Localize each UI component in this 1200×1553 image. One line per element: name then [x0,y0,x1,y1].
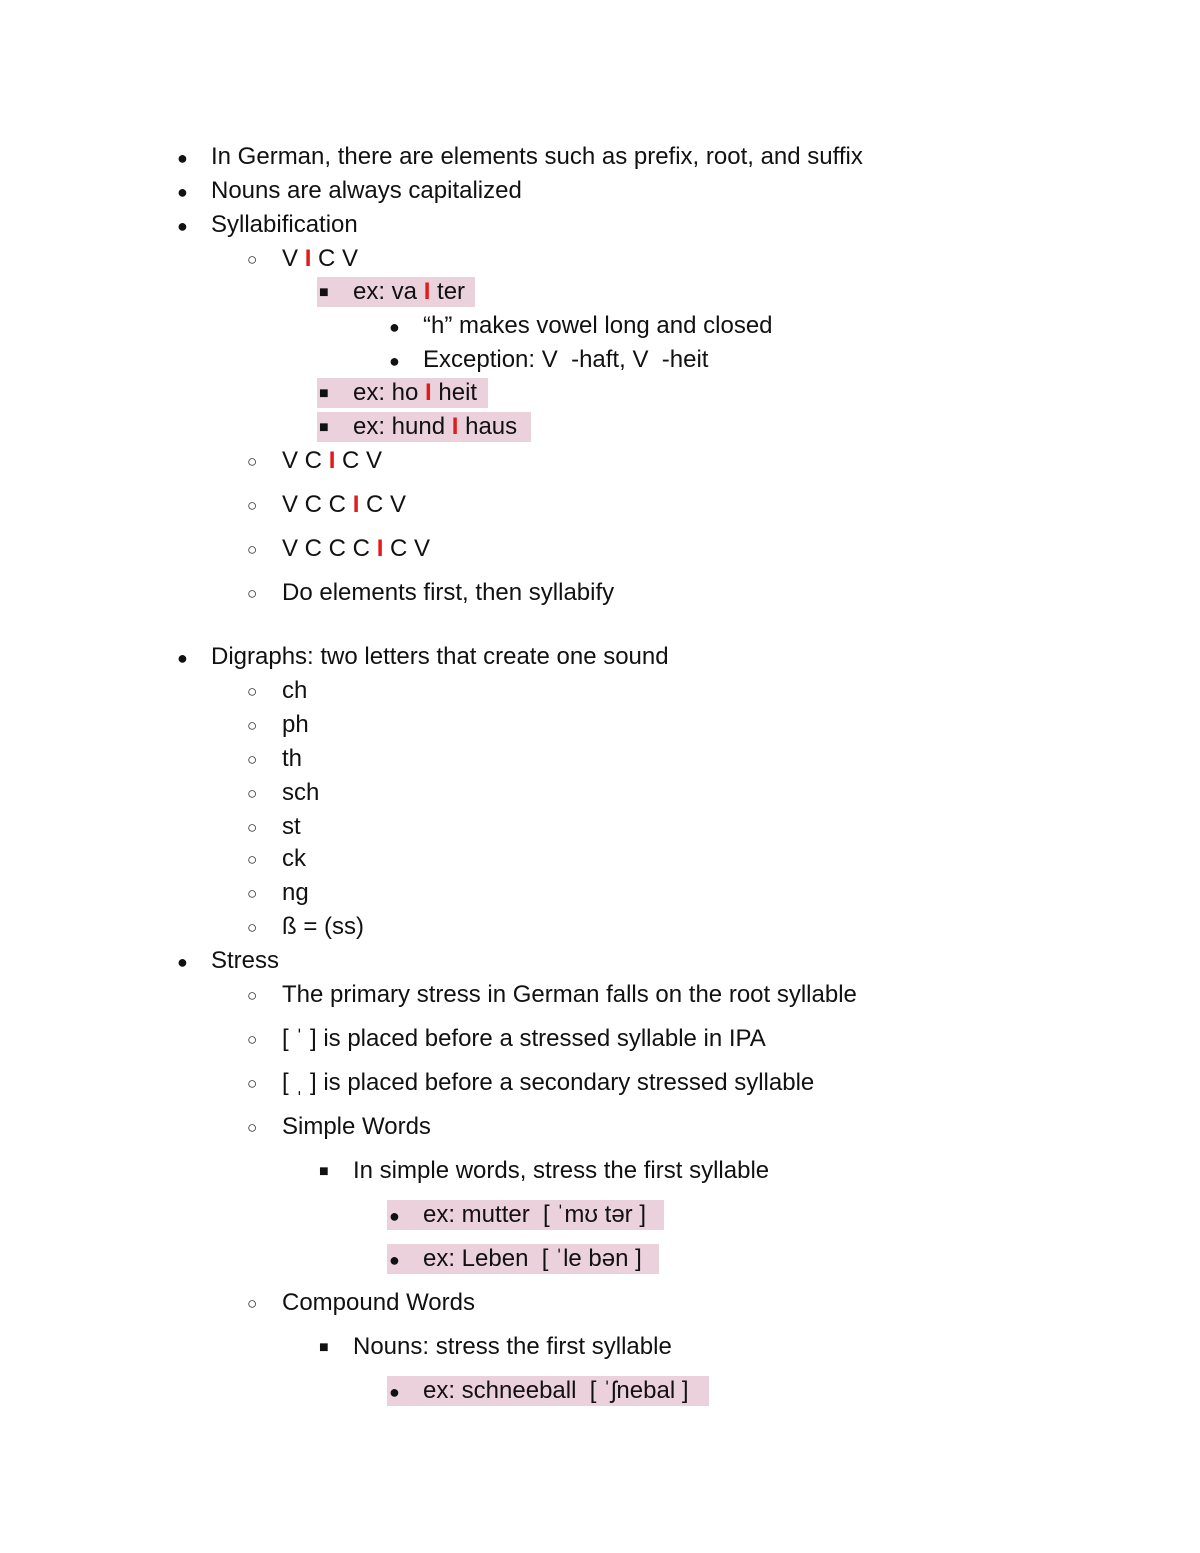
rule-text: V C C C [282,535,377,562]
bullet-disc-icon: ● [389,1250,400,1270]
digraph-item: ß = (ss) [282,913,364,940]
list-item: Exception: V -haft, V -heit [423,346,709,373]
digraph-item: ph [282,711,309,738]
example-item: ex: Leben [ ˈle bən ] [423,1245,642,1272]
bullet-circle-icon: ○ [247,784,258,803]
bullet-square-icon: ■ [319,284,329,301]
list-item: In German, there are elements such as prefix, root, and suffix [211,143,863,170]
bullet-circle-icon: ○ [247,986,258,1005]
example-text: ex: ho [353,379,426,406]
bullet-circle-icon: ○ [247,850,258,869]
digraph-item: st [282,813,301,840]
bullet-circle-icon: ○ [247,1294,258,1313]
bullet-disc-icon: ● [389,1206,400,1226]
list-item: Nouns: stress the first syllable [353,1333,672,1360]
bullet-circle-icon: ○ [247,884,258,903]
example-item [353,412,517,442]
rule-text: C V [383,535,431,562]
bullet-square-icon: ■ [319,385,329,402]
list-item: In simple words, stress the first syllable [353,1157,770,1184]
bullet-circle-icon: ○ [247,750,258,769]
syllable-rule [282,244,358,274]
bullet-circle-icon: ○ [247,682,258,701]
list-item: Do elements first, then syllabify [282,579,615,606]
bullet-disc-icon: ● [389,317,400,337]
bullet-circle-icon: ○ [247,716,258,735]
syllable-separator: I [352,491,360,518]
syllable-separator: I [376,535,384,562]
bullet-disc-icon: ● [389,351,400,371]
digraph-item: ch [282,677,308,704]
list-item: Compound Words [282,1289,475,1316]
list-item: [ ˈ ] is placed before a stressed syllable in IPA [282,1025,766,1052]
digraph-item: ng [282,879,309,906]
list-item: [ ˌ ] is placed before a secondary stressed syllable [282,1069,815,1096]
list-item: Nouns are always capitalized [211,177,522,204]
bullet-circle-icon: ○ [247,540,258,559]
bullet-disc-icon: ● [177,182,188,202]
list-item: Stress [211,947,280,974]
digraph-item: th [282,745,303,772]
bullet-square-icon: ■ [319,1339,329,1356]
syllable-separator: I [328,447,336,474]
bullet-disc-icon: ● [177,148,188,168]
syllable-separator: I [451,413,459,440]
example-item [353,378,477,408]
list-item: The primary stress in German falls on the root syllable [282,981,857,1008]
rule-text: C V [359,491,407,518]
example-item: ex: mutter [ ˈmʊ tər ] [423,1201,647,1228]
list-item: Syllabification [211,211,358,238]
rule-text: V C [282,447,329,474]
list-item: “h” makes vowel long and closed [423,312,773,339]
bullet-square-icon: ■ [319,1163,329,1180]
list-item: Simple Words [282,1113,431,1140]
example-text: ter [430,278,466,305]
example-item: ex: schneeball [ ˈʃnebal ] [423,1377,689,1404]
bullet-circle-icon: ○ [247,584,258,603]
syllable-rule [282,446,382,476]
digraph-item: sch [282,779,320,806]
bullet-disc-icon: ● [177,952,188,972]
bullet-circle-icon: ○ [247,818,258,837]
bullet-circle-icon: ○ [247,918,258,937]
syllable-rule [282,490,406,520]
syllable-rule [282,534,430,564]
example-text: heit [431,379,478,406]
bullet-square-icon: ■ [319,419,329,436]
bullet-disc-icon: ● [177,216,188,236]
bullet-circle-icon: ○ [247,1118,258,1137]
rule-text: V C C [282,491,353,518]
syllable-separator: I [425,379,432,406]
bullet-disc-icon: ● [389,1382,400,1402]
example-text: haus [458,413,518,440]
syllable-separator: I [304,245,312,272]
rule-text: C V [311,245,359,272]
rule-text: V [282,245,305,272]
example-text: ex: va [353,278,424,305]
bullet-circle-icon: ○ [247,452,258,471]
example-item [353,277,465,307]
example-text: ex: hund [353,413,452,440]
rule-text: C V [335,447,383,474]
bullet-circle-icon: ○ [247,1030,258,1049]
bullet-circle-icon: ○ [247,250,258,269]
bullet-disc-icon: ● [177,648,188,668]
list-item: Digraphs: two letters that create one sound [211,643,669,670]
digraph-item: ck [282,845,306,872]
syllable-separator: I [423,278,431,305]
bullet-circle-icon: ○ [247,1074,258,1093]
bullet-circle-icon: ○ [247,496,258,515]
